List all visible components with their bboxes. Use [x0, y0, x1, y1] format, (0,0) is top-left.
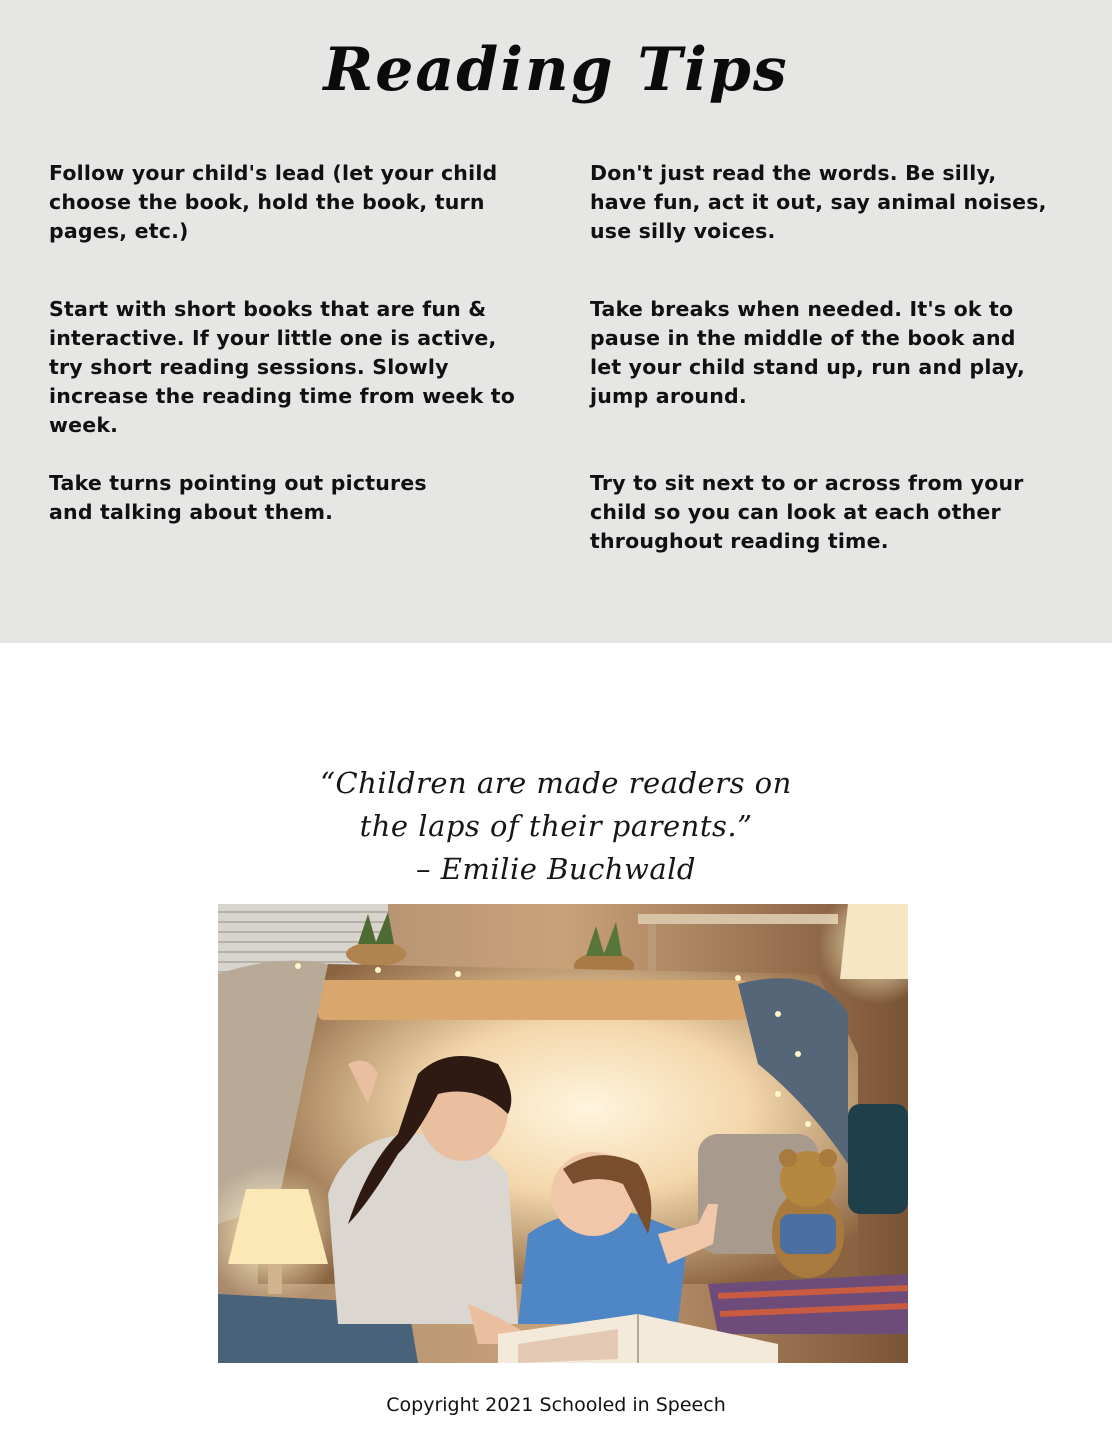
- quote-line-2: the laps of their parents.”: [359, 809, 753, 843]
- tips-panel: [0, 0, 1112, 643]
- tip-sit-next-to: Try to sit next to or across from your child so you can look at each other throughout reading time.: [590, 471, 1024, 553]
- reading-photo: [218, 904, 908, 1363]
- tip-short-books: Start with short books that are fun & interactive. If your little one is active, try short reading sessions. Slowly increase the reading time from week to week.: [49, 297, 516, 437]
- tip-be-silly: Don't just read the words. Be silly, have fun, act it out, say animal noises, use silly voices.: [590, 161, 1047, 243]
- quote-attribution: – Emilie Buchwald: [416, 852, 696, 886]
- copyright: Copyright 2021 Schooled in Speech: [386, 1394, 726, 1416]
- tip-take-turns: Take turns pointing out pictures and talking about them.: [49, 471, 427, 524]
- tip-follow-lead: Follow your child's lead (let your child choose the book, hold the book, turn pages, etc.): [49, 161, 498, 243]
- quote: [0, 762, 1112, 891]
- tip-take-breaks: Take breaks when needed. It's ok to pause in the middle of the book and let your child stand up, run and play, jump around.: [590, 297, 1025, 408]
- quote-line-1: “Children are made readers on: [320, 766, 792, 800]
- page-title: Reading Tips: [323, 35, 789, 105]
